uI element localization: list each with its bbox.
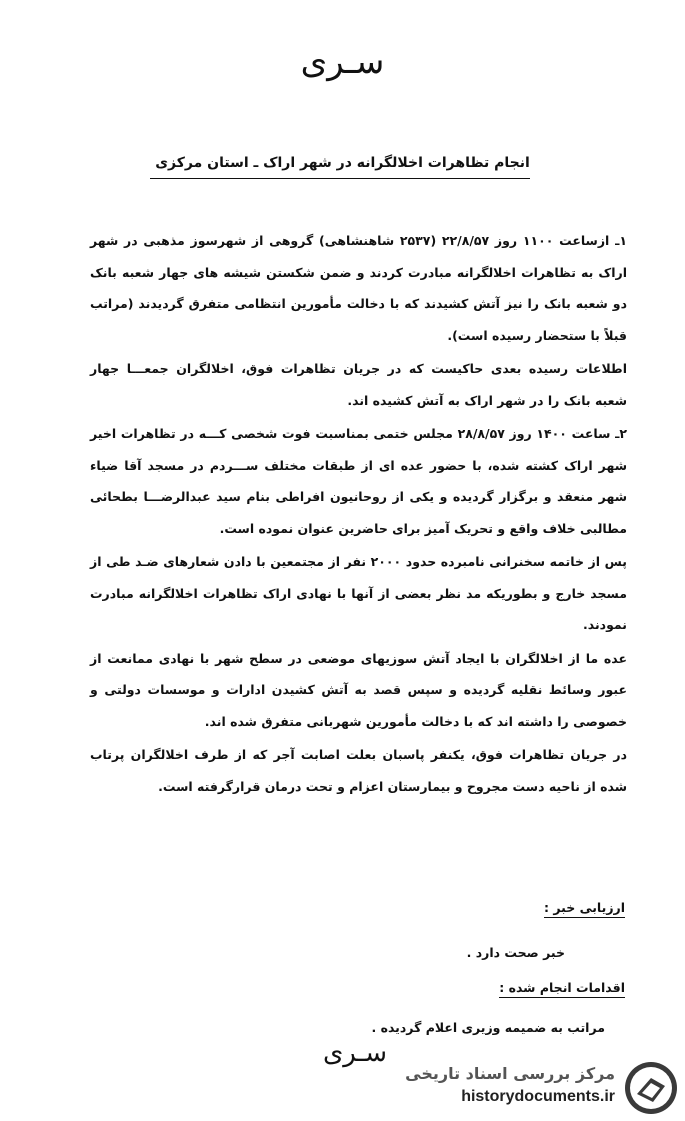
paragraph-1: ۱ـ ازساعت ۱۱۰۰ روز ۲۲/۸/۵۷ (۲۵۳۷ شاهنشاهی) گروهی از شهرسوز مذهبی در شهر اراک به تظاهرات اخلالگرانه مبادرت کردند و ضمن شکستن شیشه های جهار شعبه بانک دو شعبه بانک را نیز آتش کشیدند که با دخالت مأمورین انتظامی متفرق گردیدند (مراتب قبلاً با ستحضار رسیده است).	[90, 233, 627, 343]
watermark	[395, 1058, 685, 1118]
watermark-title: مرکز بررسی اسناد تاریخی	[405, 1064, 615, 1083]
paragraph-5: عده ما از اخلالگران با ایجاد آتش سوزیهای موضعی در سطح شهر با نهادی ممانعت از عبور وسائط نقلیه گردیده و سپس قصد به آتش کشیدن ادارات و موسسات دولتی و خصوصی را داشته اند که با دخالت مأمورین شهربانی متفرق شده اند.	[90, 650, 627, 729]
classification-top: سـری	[300, 42, 385, 82]
assessment-heading	[260, 900, 625, 918]
actions-value: مراتب به ضمیمه وزیری اعلام گردیده .	[371, 1020, 605, 1035]
actions-heading	[260, 980, 625, 998]
paragraph-2: اطلاعات رسیده بعدی حاکیست که در جریان تظاهرات فوق، اخلالگران جمعـــا جهار شعبه بانک را در شهر اراک به آتش کشیده اند.	[90, 361, 627, 408]
watermark-url: historydocuments.ir	[461, 1088, 615, 1105]
actions-label: اقدامات انجام شده :	[499, 980, 625, 998]
classification-bottom: سـری	[322, 1038, 388, 1068]
assessment-value: خبر صحت دارد .	[466, 945, 565, 960]
document-title: انجام تظاهرات اخلالگرانه در شهر اراک ـ استان مرکزی	[155, 155, 530, 171]
title-underline	[150, 178, 530, 179]
paragraph-6: در جریان تظاهرات فوق، یکنفر پاسبان بعلت اصابت آجر که از طرف اخلالگران پرتاب شده از ناحیه دست مجروح و بیمارستان اعزام و تحت درمان قرارگرفته است.	[90, 747, 627, 794]
assessment-label: ارزیابی خبر :	[544, 900, 625, 918]
document-body	[90, 225, 627, 804]
document-archive-logo-icon	[623, 1060, 679, 1116]
paragraph-4: پس از خاتمه سخنرانی نامبرده حدود ۲۰۰۰ نفر از مجتمعین با دادن شعارهای ضـد طی از مسجد خارج و بطوریکه مد نظر بعضی از آنها با نهادی اراک تظاهرات اخلالگرانه مبادرت نمودند.	[90, 554, 627, 632]
paragraph-3: ۲ـ ساعت ۱۴۰۰ روز ۲۸/۸/۵۷ مجلس ختمی بمناسبت فوت شخصی کـــه در تظاهرات اخیر شهر اراک کشته شده، با حضور عده ای از طبقات مختلف ســـردم در مسجد آقا ضیاء شهر منعقد و برگزار گردیده و یکی از روحانیون افراطی بنام سید عبدالرضـــا بطحائی مطالبی خلاف واقع و تحریک آمیز برای حاضرین عنوان نموده است.	[90, 426, 627, 536]
